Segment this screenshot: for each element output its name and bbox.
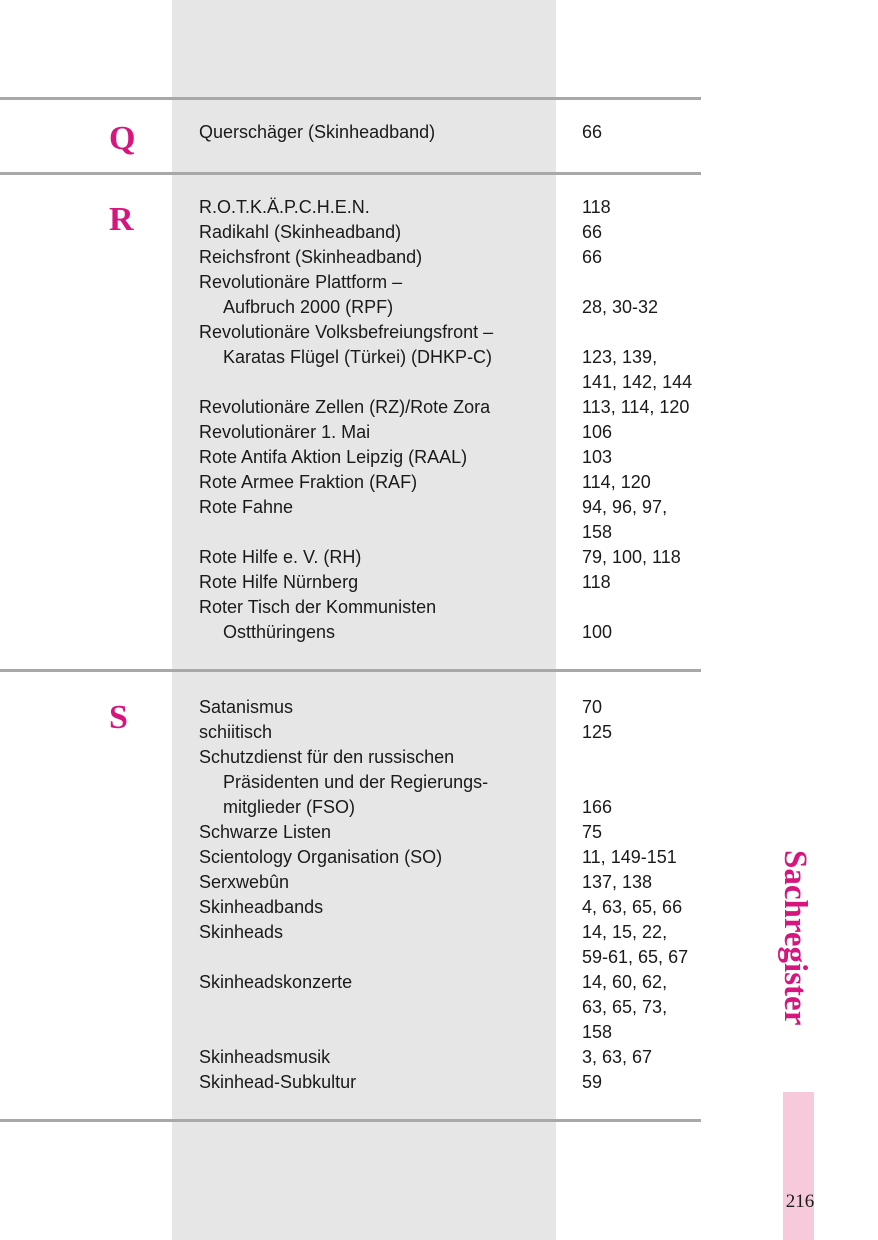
section-rule [0,172,701,175]
index-row [199,870,701,895]
index-term: R.O.T.K.Ä.P.C.H.E.N. [199,197,370,217]
index-term: Querschäger (Skinheadband) [199,122,436,142]
index-pages: 28, 30-32 [582,297,659,317]
index-row [199,895,701,920]
index-term: Skinheadbands [199,897,324,917]
index-pages: 4, 63, 65, 66 [582,897,683,917]
index-pages: 123, 139, [582,347,658,367]
side-title-vertical [776,850,816,1050]
index-term: Präsidenten und der Regierungs- [223,772,489,792]
section-letter: S [109,699,128,736]
index-pages: 114, 120 [582,472,651,492]
index-pages: 166 [582,797,613,817]
index-row [199,520,701,545]
index-pages: 79, 100, 118 [582,547,681,567]
index-row [199,245,701,270]
index-row [199,820,701,845]
index-row [199,445,701,470]
index-term: Scientology Organisation (SO) [199,847,443,867]
index-pages: 94, 96, 97, [582,497,668,517]
index-term: Rote Antifa Aktion Leipzig (RAAL) [199,447,468,467]
index-pages: 75 [582,822,603,842]
section-rule [0,97,701,100]
index-row [199,920,701,945]
index-pages: 70 [582,697,603,717]
index-pages: 59-61, 65, 67 [582,947,689,967]
index-pages: 63, 65, 73, [582,997,668,1017]
index-pages: 100 [582,622,613,642]
index-term: Schwarze Listen [199,822,332,842]
index-pages: 66 [582,222,603,242]
index-entries [199,120,701,145]
index-row [199,320,701,345]
index-pages: 11, 149-151 [582,847,677,867]
index-pages: 113, 114, 120 [582,397,690,417]
index-term: schiitisch [199,722,273,742]
index-term: Skinheadsmusik [199,1047,331,1067]
index-row [199,195,701,220]
index-row [199,770,701,795]
index-row [199,495,701,520]
index-row [199,620,701,645]
index-term: Rote Hilfe e. V. (RH) [199,547,362,567]
index-pages: 106 [582,422,613,442]
index-term: Rote Hilfe Nürnberg [199,572,359,592]
index-row [199,345,701,370]
section-rule [0,669,701,672]
index-row [199,845,701,870]
index-row [199,720,701,745]
index-term: Skinhead-Subkultur [199,1072,357,1092]
index-term: Rote Armee Fraktion (RAF) [199,472,418,492]
section-letter: R [109,201,134,238]
index-pages: 66 [582,247,603,267]
index-term: Rote Fahne [199,497,294,517]
index-row [199,795,701,820]
index-pages: 137, 138 [582,872,653,892]
index-row [199,270,701,295]
index-row [199,570,701,595]
index-term: Satanismus [199,697,294,717]
index-row [199,595,701,620]
index-pages: 118 [582,197,611,217]
index-row [199,745,701,770]
index-row [199,1070,701,1095]
index-row [199,395,701,420]
index-row [199,420,701,445]
index-pages: 66 [582,122,603,142]
index-row [199,695,701,720]
index-pages: 158 [582,522,613,542]
index-pages: 3, 63, 67 [582,1047,653,1067]
index-term: Serxwebûn [199,872,290,892]
index-term: Radikahl (Skinheadband) [199,222,402,242]
index-pages: 59 [582,1072,603,1092]
thumb-index-tab [783,1092,814,1240]
index-term: Skinheads [199,922,284,942]
index-pages: 118 [582,572,611,592]
index-row [199,1020,701,1045]
index-pages: 158 [582,1022,613,1042]
index-term: Skinheadskonzerte [199,972,353,992]
index-term: mitglieder (FSO) [223,797,356,817]
index-row [199,970,701,995]
index-term: Karatas Flügel (Türkei) (DHKP-C) [223,347,493,367]
index-pages: 14, 60, 62, [582,972,668,992]
index-row [199,295,701,320]
index-pages: 103 [582,447,613,467]
index-term: Revolutionäre Zellen (RZ)/Rote Zora [199,397,491,417]
index-row [199,945,701,970]
index-term: Schutzdienst für den russischen [199,747,455,767]
index-term: Roter Tisch der Kommunisten [199,597,437,617]
index-row [199,545,701,570]
index-pages: 141, 142, 144 [582,372,693,392]
index-row [199,220,701,245]
side-title: Sachregister [777,850,813,1026]
index-entries [199,195,701,645]
index-row [199,1045,701,1070]
index-term: Revolutionäre Plattform – [199,272,403,292]
index-entries [199,695,701,1095]
index-term: Reichsfront (Skinheadband) [199,247,423,267]
index-term: Ostthüringens [223,622,336,642]
index-term: Revolutionäre Volksbefreiungsfront – [199,322,494,342]
index-term: Aufbruch 2000 (RPF) [223,297,394,317]
section-rule [0,1119,701,1122]
index-row [199,120,701,145]
index-row [199,470,701,495]
index-row [199,995,701,1020]
index-pages: 14, 15, 22, [582,922,668,942]
index-pages: 125 [582,722,613,742]
index-row [199,370,701,395]
index-term: Revolutionärer 1. Mai [199,422,371,442]
page-number: 216 [785,1191,815,1212]
section-letter: Q [109,120,136,157]
